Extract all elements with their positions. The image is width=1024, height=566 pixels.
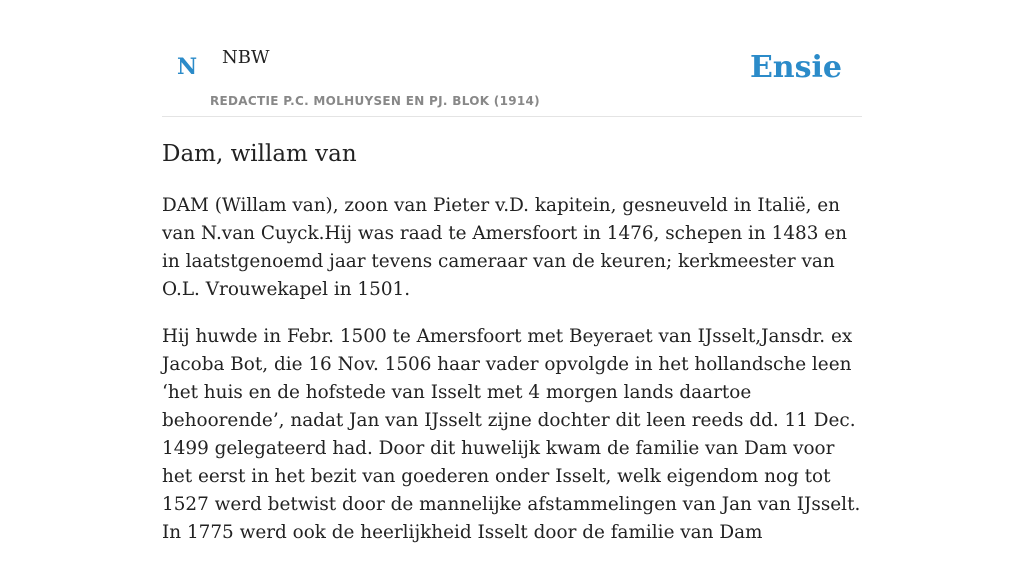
article-paragraph: Hij huwde in Febr. 1500 te Amersfoort met Beyeraet van IJsselt,Jansdr. ex Jacoba Bot, die 16 Nov. 1506 haar vader opvolgde in het hollandsche leen ‘het huis en de hofstede van Isselt met 4 morgen lands daartoe behoorende’, nadat Jan van IJsselt zijne dochter dit leen reeds dd. 11 Dec. 1499 gelegateerd had. Door dit huwelijk kwam de familie van Dam voor het eerst in het bezit van goederen onder Isselt, welk eigendom nog tot 1527 werd betwist door de mannelijke afstammelingen van Jan van IJsselt. In 1775 werd ook de heerlijkheid Isselt door de familie van Dam <box>162 326 861 544</box>
article-paragraph: DAM (Willam van), zoon van Pieter v.D. kapitein, gesneuveld in Italië, en van N.van Cuyck.Hij was raad te Amersfoort in 1476, schepen in 1483 en in laatstgenoemd jaar tevens cameraar van de keuren; kerkmeester van O.L. Vrouwekapel in 1501. <box>162 195 847 301</box>
source-name-link[interactable]: NBW <box>222 47 270 68</box>
source-header <box>162 0 862 117</box>
article-title: Dam, willam van <box>162 141 357 167</box>
source-logo[interactable]: N <box>177 54 198 80</box>
article <box>162 138 862 566</box>
source-subtitle: REDACTIE P.C. MOLHUYSEN EN PJ. BLOK (1914) <box>210 94 540 108</box>
brand-logo-link[interactable]: Ensie <box>749 50 842 85</box>
